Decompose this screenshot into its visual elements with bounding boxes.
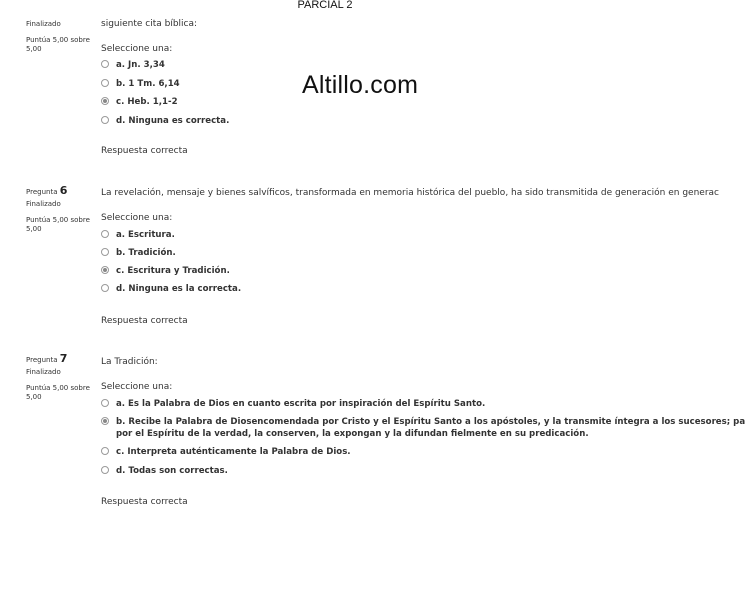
question-grade bbox=[26, 216, 96, 234]
answer-option-b[interactable] bbox=[101, 78, 656, 90]
question-state: Finalizado bbox=[26, 20, 61, 28]
answer-label: d. Ninguna es la correcta. bbox=[116, 284, 242, 294]
answer-label: d. Ninguna es correcta. bbox=[116, 116, 230, 126]
question-grade bbox=[26, 36, 96, 54]
grade-line-2: 5,00 bbox=[26, 225, 42, 233]
question-label: Pregunta bbox=[26, 356, 58, 364]
radio-button[interactable] bbox=[101, 60, 109, 68]
answer-option-a[interactable] bbox=[101, 59, 656, 71]
answer-option-d[interactable] bbox=[101, 465, 656, 477]
radio-button[interactable] bbox=[101, 466, 109, 474]
radio-button[interactable] bbox=[101, 79, 109, 87]
answer-feedback: Respuesta correcta bbox=[101, 146, 188, 156]
select-prompt: Seleccione una: bbox=[101, 213, 173, 223]
answer-label: b. Tradición. bbox=[116, 248, 176, 258]
page-title: PARCIAL 2 bbox=[297, 0, 353, 11]
answer-option-d[interactable] bbox=[101, 115, 656, 127]
radio-button-selected[interactable] bbox=[101, 417, 109, 425]
answer-label: a. Escritura. bbox=[116, 230, 175, 240]
answer-label: d. Todas son correctas. bbox=[116, 466, 228, 476]
question-label: Pregunta bbox=[26, 188, 58, 196]
answer-label: c. Interpreta auténticamente la Palabra de Dios. bbox=[116, 447, 351, 457]
radio-button[interactable] bbox=[101, 284, 109, 292]
answer-option-c[interactable] bbox=[101, 96, 656, 108]
radio-button[interactable] bbox=[101, 447, 109, 455]
watermark: Altillo.com bbox=[302, 71, 419, 99]
answer-option-b[interactable] bbox=[101, 247, 656, 259]
answer-label bbox=[116, 416, 745, 440]
question-content bbox=[101, 188, 720, 326]
grade-line-2: 5,00 bbox=[26, 45, 42, 53]
answer-label-line-1: b. Recibe la Palabra de Diosencomendada por Cristo y el Espíritu Santo a los apóstoles, y la transmite íntegra a los sucesores; pa bbox=[116, 417, 745, 427]
question-info bbox=[26, 186, 96, 234]
radio-button[interactable] bbox=[101, 116, 109, 124]
radio-button[interactable] bbox=[101, 230, 109, 238]
question-info bbox=[26, 354, 96, 402]
question-number-label bbox=[26, 186, 96, 197]
question-text: La revelación, mensaje y bienes salvíficos, transformada en memoria histórica del pueblo, ha sido transmitida de generación en generac bbox=[101, 188, 720, 198]
radio-button[interactable] bbox=[101, 399, 109, 407]
grade-line-2: 5,00 bbox=[26, 393, 42, 401]
answer-option-a[interactable] bbox=[101, 398, 656, 410]
question-state: Finalizado bbox=[26, 368, 61, 376]
answer-label: a. Jn. 3,34 bbox=[116, 60, 165, 70]
answer-option-b[interactable] bbox=[101, 416, 745, 440]
answer-label: b. 1 Tm. 6,14 bbox=[116, 79, 180, 89]
answer-label: c. Escritura y Tradición. bbox=[116, 266, 230, 276]
answer-option-c[interactable] bbox=[101, 446, 656, 458]
question-info bbox=[26, 20, 96, 54]
question-state: Finalizado bbox=[26, 200, 61, 208]
answer-option-c[interactable] bbox=[101, 265, 656, 277]
question-number: 7 bbox=[59, 352, 68, 365]
question-grade bbox=[26, 384, 96, 402]
grade-line-1: Puntúa 5,00 sobre bbox=[26, 384, 90, 392]
answer-label: c. Heb. 1,1-2 bbox=[116, 97, 178, 107]
radio-button[interactable] bbox=[101, 248, 109, 256]
answer-feedback: Respuesta correcta bbox=[101, 316, 188, 326]
question-number: 6 bbox=[59, 184, 68, 197]
question-number-label bbox=[26, 354, 96, 365]
radio-button-selected[interactable] bbox=[101, 97, 109, 105]
answer-label: a. Es la Palabra de Dios en cuanto escrita por inspiración del Espíritu Santo. bbox=[116, 399, 486, 409]
grade-line-1: Puntúa 5,00 sobre bbox=[26, 216, 90, 224]
radio-button-selected[interactable] bbox=[101, 266, 109, 274]
answer-option-a[interactable] bbox=[101, 229, 656, 241]
answer-feedback: Respuesta correcta bbox=[101, 497, 188, 507]
select-prompt: Seleccione una: bbox=[101, 382, 173, 392]
answer-label-line-2: por el Espíritu de la verdad, la conserven, la expongan y la difundan fielmente en su predicación. bbox=[116, 429, 589, 439]
question-content bbox=[101, 357, 745, 507]
question-text: siguiente cita bíblica: bbox=[101, 19, 198, 29]
select-prompt: Seleccione una: bbox=[101, 44, 173, 54]
grade-line-1: Puntúa 5,00 sobre bbox=[26, 36, 90, 44]
question-text: La Tradición: bbox=[101, 357, 158, 367]
answer-option-d[interactable] bbox=[101, 283, 656, 295]
